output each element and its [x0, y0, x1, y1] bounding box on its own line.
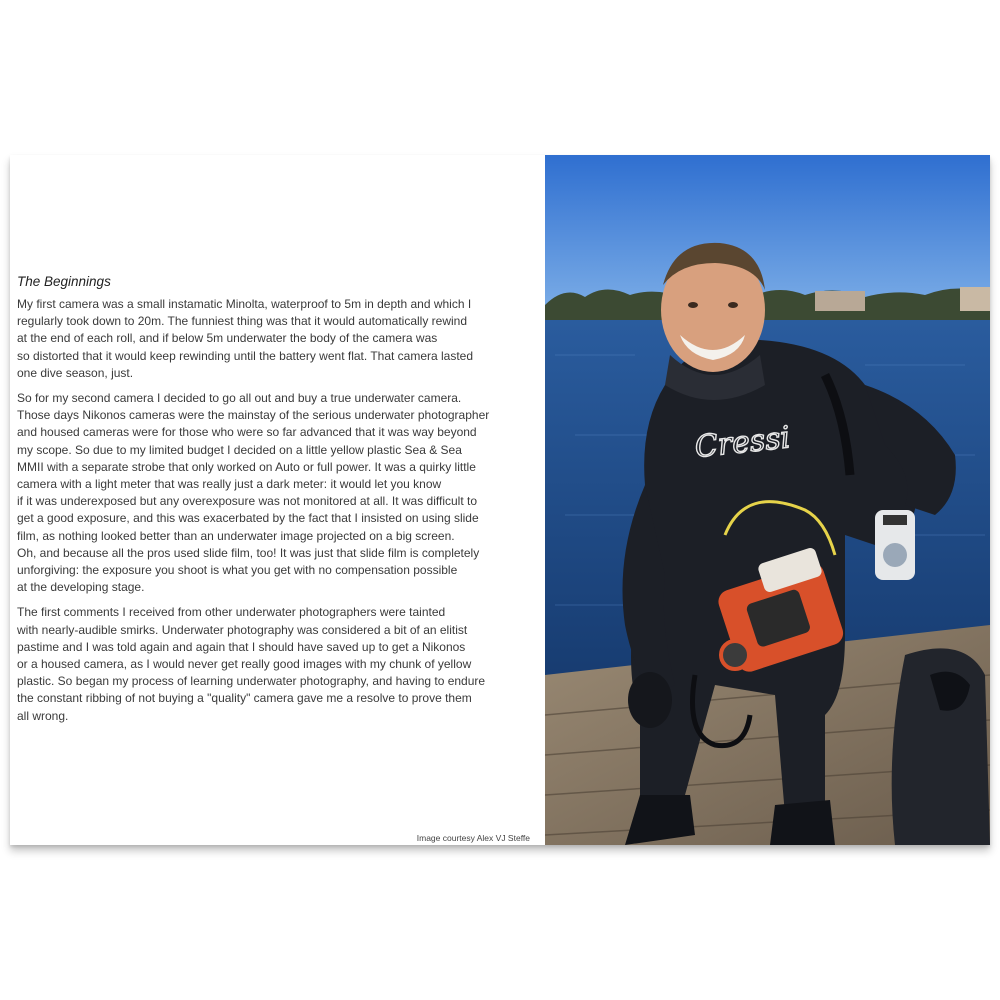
left-page — [10, 155, 544, 845]
wetsuit-brand: Cressi — [693, 420, 792, 466]
paragraph-1: My first camera was a small instamatic Minolta, waterproof to 5m in depth and which I regularly took down to 20m. The funniest thing was that it would automatically rewind at the end of each roll, and if below 5m underwater the body of the camera was so distorted that it would keep rewinding until the battery went flat. That camera lasted one dive season, just. — [17, 297, 474, 380]
paragraph-3: The first comments I received from other underwater photographers were tainted with nearly-audible smirks. Underwater photography was considered a bit of an elitist pastime and I was told again and again that I should have saved up to get a Nikonos or a housed camera, as I would never get really good images with my chunk of yellow plastic. So began my process of learning underwater photography, and having to endure the constant ribbing of not buying a "quality" camera gave me a resolve to prove them all wrong. — [17, 605, 486, 723]
strobe — [875, 510, 915, 580]
article-text — [17, 273, 522, 733]
shore-buildings — [815, 291, 865, 311]
paragraph-2: So for my second camera I decided to go all out and buy a true underwater camera. Those days Nikonos cameras were the mainstay of the serious underwater photographer and housed cameras were for those who were so far advanced that it was way beyond my scope. So due to my limited budget I decided on a little yellow plastic Sea & Sea MMII with a separate strobe that only worked on Auto or full power. It was a quirky little camera with a light meter that was really just a dark meter: it would let you know if it was underexposed but any overexposure was not monitored at all. It was difficult to get a good exposure, and this was exacerbated by the fact that I insisted on using slide film, as nothing looked better than an underwater image projected on a big screen. Oh, and because all the pros used slide film, too! It was just that slide film is completely unforgiving: the exposure you shoot is what you get with no compensation possible at the developing stage. — [17, 391, 490, 595]
section-heading: The Beginnings — [17, 274, 111, 289]
diver-photo — [545, 155, 990, 845]
image-credit: Image courtesy Alex VJ Steffe — [416, 833, 530, 843]
book-spread — [10, 155, 990, 845]
diver-photo-illustration — [545, 155, 990, 845]
